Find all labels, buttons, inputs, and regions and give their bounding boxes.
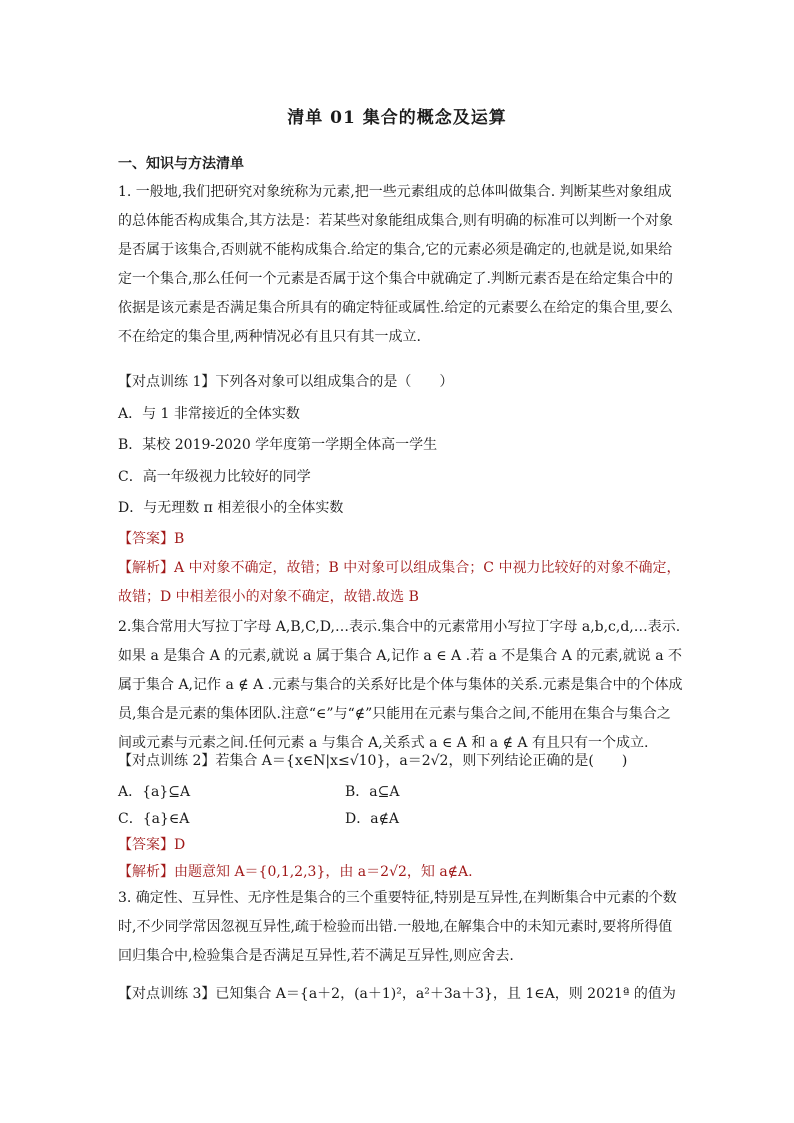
- exercise-2-analysis: [118, 861, 473, 881]
- paragraph-2: 2.集合常用大写拉丁字母 A,B,C,D,…表示.集合中的元素常用小写拉丁字母 a,b,c,d,…表示.如果 a 是集合 A 的元素,就说 a 属于集合 A,记作 a ∈ A .若 a 不是集合 A 的元素,就说 a 不属于集合 A,记作 a ∉ A .元素与集合的关系好比是个体与集体的关系.元素是集合中的个体成员,集合是元素的集体团队.注意“∈”与“∉”只能用在元素与集合之间,不能用在集合与集合之间或元素与元素之间.任何元素 a 与集合 A,关系式 a ∈ A 和 a ∉ A 有且只有一个成立.: [118, 619, 683, 751]
- exercise-3-question: 【对点训练 3】已知集合 A＝{a＋2，(a＋1)²，a²＋3a＋3}，且 1∈A，则 2021ª 的值为: [118, 986, 676, 1002]
- analysis-part-1: 【解析】由题意知 A＝{0,1,2,3}，由 a＝2: [118, 864, 390, 880]
- exercise-1-option-d: D．与无理数 π 相差很小的全体实数: [118, 500, 344, 516]
- exercise-2-answer: 【答案】D: [118, 837, 186, 853]
- exercise-1-answer: 【答案】B: [118, 531, 185, 547]
- section-heading: 一、知识与方法清单: [118, 156, 244, 172]
- paragraph-3: 3. 确定性、互异性、无序性是集合的三个重要特征,特别是互异性,在判断集合中元素的个数时,不少同学常因忽视互异性,疏于检验而出错.一般地,在解集合中的未知元素时,要将所得值回归集合中,检验集合是否满足互异性,若不满足互异性,则应舍去.: [118, 890, 677, 964]
- q-part-3: ，则下列结论正确的是( ): [448, 753, 628, 769]
- q-part-2: }，a＝2: [376, 753, 431, 769]
- exercise-1-option-a: A．与 1 非常接近的全体实数: [118, 406, 300, 422]
- exercise-1-option-c: C．高一年级视力比较好的同学: [118, 469, 311, 485]
- exercise-2-question: [118, 750, 627, 770]
- paragraph-1: 1. 一般地,我们把研究对象统称为元素,把一些元素组成的总体叫做集合. 判断某些对象组成的总体能否构成集合,其方法是：若某些对象能组成集合,则有明确的标准可以判断一个对象是否属于该集合,否则就不能构成集合.给定的集合,它的元素必须是确定的,也就是说,如果给定一个集合,那么任何一个元素是否属于这个集合中就确定了.判断元素否是在给定集合中的依据是该元素是否满足集合所具有的确定特征或属性.给定的元素要么在给定的集合里,要么不在给定的集合里,两种情况必有且只有其一成立.: [118, 184, 673, 345]
- exercise-2-option-c: C．{a}∈A: [118, 811, 190, 827]
- exercise-1-question: 【对点训练 1】下列各对象可以组成集合的是（ ）: [118, 374, 454, 390]
- exercise-2-option-a: A．{a}⊆A: [118, 784, 191, 800]
- exercise-2-option-b: B．a⊆A: [345, 784, 400, 800]
- sqrt-ten: √10: [349, 753, 377, 769]
- exercise-2-option-d: D．a∉A: [345, 811, 400, 827]
- q-part-1: 【对点训练 2】若集合 A＝{x∈N|x≤: [118, 753, 350, 769]
- sqrt-two: √2: [430, 753, 449, 769]
- analysis-sqrt: √2: [389, 864, 407, 880]
- exercise-1-option-b: B．某校 2019-2020 学年度第一学期全体高一学生: [118, 437, 438, 453]
- exercise-1-analysis: 【解析】A 中对象不确定，故错；B 中对象可以组成集合；C 中视力比较好的对象不确定，故错；D 中相差很小的对象不确定，故错.故选 B: [118, 560, 681, 605]
- page-title: 清单 01 集合的概念及运算: [287, 108, 507, 128]
- analysis-part-2: ，知 a∉A.: [406, 864, 473, 880]
